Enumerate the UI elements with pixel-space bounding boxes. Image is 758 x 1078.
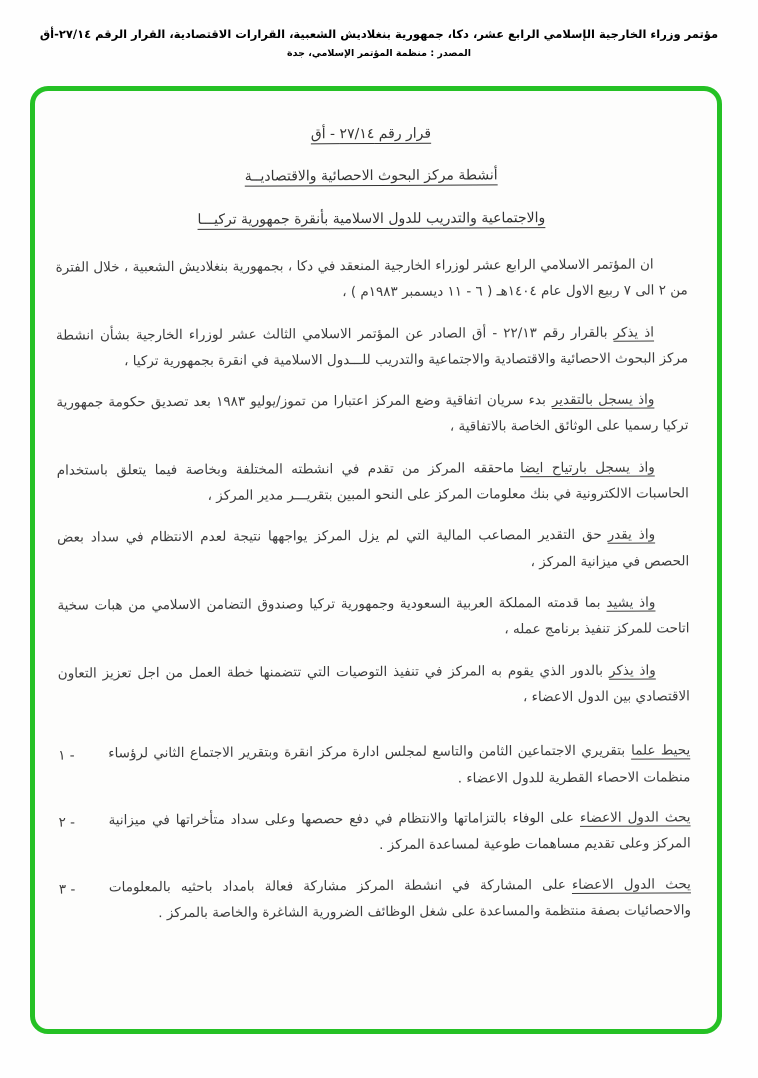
commending-donations-paragraph [57, 589, 689, 645]
noting-progress-paragraph [57, 454, 689, 510]
paragraph-text: حق التقدير المصاعب المالية التي لم يزل المركز يواجهها نتيجة لعدم الانتظام في سداد بعض الحصص في ميزانية المركز ، [57, 527, 690, 570]
paragraph-lead: واذ يذكر [608, 662, 656, 679]
scanned-document [55, 119, 691, 926]
paragraph-lead: واذ يسجل بالتقدير [551, 391, 655, 409]
financial-difficulties-paragraph [57, 522, 689, 578]
item-number: ٢ - [58, 814, 76, 831]
item-lead: يحث الدول الاعضاء [579, 809, 691, 826]
item-lead: يحيط علما [631, 742, 691, 759]
item-text [108, 804, 690, 860]
item-number: ١ - [58, 747, 75, 764]
paragraph-text: ان المؤتمر الاسلامي الرابع عشر لوزراء الخارجية المنعقد في دكا ، بجمهورية بنغلاديش الشعبية ، خلال الفترة من ٢ الى ٧ ربيع الاول عام ١٤٠٤هـ ( ٦ - ١١ ديسمبر ١٩٨٣م ) ، [55, 256, 688, 301]
list-item [58, 738, 690, 794]
noting-agreement-paragraph [56, 386, 688, 442]
page-header [0, 0, 758, 59]
document-caption: مؤتمر وزراء الخارجية الإسلامي الرابع عشر، دكا، جمهورية بنغلاديش الشعبية، القرارات الاقتصادية، القرار الرقم ٢٧/١٤-أق [39, 27, 719, 41]
paragraph-lead: اذ يذكر [613, 324, 655, 341]
paragraph-text: ماحققه المركز من تقدم في انشطته المختلفة وبخاصة فيما يتعلق باستخدام الحاسبات الالكترونية في بنك معلومات المركز على النحو المبين بتقريـــر مدير المركز ، [56, 460, 689, 504]
paragraph-text: بما قدمته المملكة العربية السعودية وجمهورية تركيا وصندوق التضامن الاسلامي من هبات سخية اتاحت للمركز تنفيذ برنامج عمله ، [57, 594, 690, 638]
resolution-subject-title-line2: والاجتماعية والتدريب للدول الاسلامية بأنقرة جمهورية تركيـــا [197, 209, 546, 228]
paragraph-lead: واذ يسجل بارتياح ايضا [520, 459, 655, 476]
paragraph-lead: واذ يقدر [607, 526, 656, 544]
item-lead: يحث الدول الاعضاء [571, 875, 691, 893]
resolution-subject-title-line1: أنشطة مركز البحوث الاحصائية والاقتصاديــة [244, 167, 498, 185]
role-of-centre-paragraph [58, 657, 690, 713]
preamble-paragraph [56, 251, 688, 307]
paragraph-text: بالدور الذي يقوم به المركز في تنفيذ التوصيات التي تتضمنها خطة العمل من اجل تعزيز التعاون الاقتصادي بين الدول الاعضاء ، [57, 662, 690, 706]
scan-frame [30, 86, 722, 1034]
recalling-paragraph [56, 319, 688, 375]
item-text [109, 871, 691, 927]
document-title-block [55, 119, 688, 234]
item-body: بتقريري الاجتماعين الثامن والتاسع لمجلس ادارة مركز انقرة وبتقرير الاجتماع الثاني لرؤساء منظمات الاحصاء القطرية للدول الاعضاء . [108, 742, 691, 787]
paragraph-text: بالقرار رقم ٢٢/١٣ - أق الصادر عن المؤتمر الاسلامي الثالث عشر لوزراء الخارجية بشأن انشطة مركز البحوث الاحصائية والاقتصادية والاجتماعية والتدريب للـــدول الاسلامية في انقرة بجمهورية تركيا ، [55, 324, 689, 370]
list-item [59, 871, 691, 927]
resolution-number-title: قرار رقم ٢٧/١٤ - أق [310, 125, 432, 143]
paragraph-lead: واذ يشيد [606, 594, 656, 611]
paragraph-text: بدء سريان اتفاقية وضع المركز اعتبارا من تموز/يوليو ١٩٨٣ بعد تصديق حكومة جمهورية تركيا رسميا على الوثائق الخاصة بالاتفاقية ، [56, 392, 689, 436]
item-text [108, 738, 690, 794]
item-body: على الوفاء بالتزاماتها والانتظام في دفع حصصها وعلى سداد متأخراتها في ميزانية المركز وعلى تقديم مساهمات طوعية لمساعدة المركز . [108, 809, 691, 854]
item-body: على المشاركة في انشطة المركز مشاركة فعالة بامداد باحثيه بالمعلومات والاحصائيات بصفة منتظمة والمساعدة على شغل الوظائف الضرورية الشاغرة والخاصة بالمركز . [108, 876, 692, 921]
operative-items [58, 738, 691, 927]
source-line: المصدر : منظمة المؤتمر الإسلامي، جدة [287, 48, 471, 59]
list-item [58, 804, 690, 860]
item-number: ٣ - [58, 881, 76, 898]
